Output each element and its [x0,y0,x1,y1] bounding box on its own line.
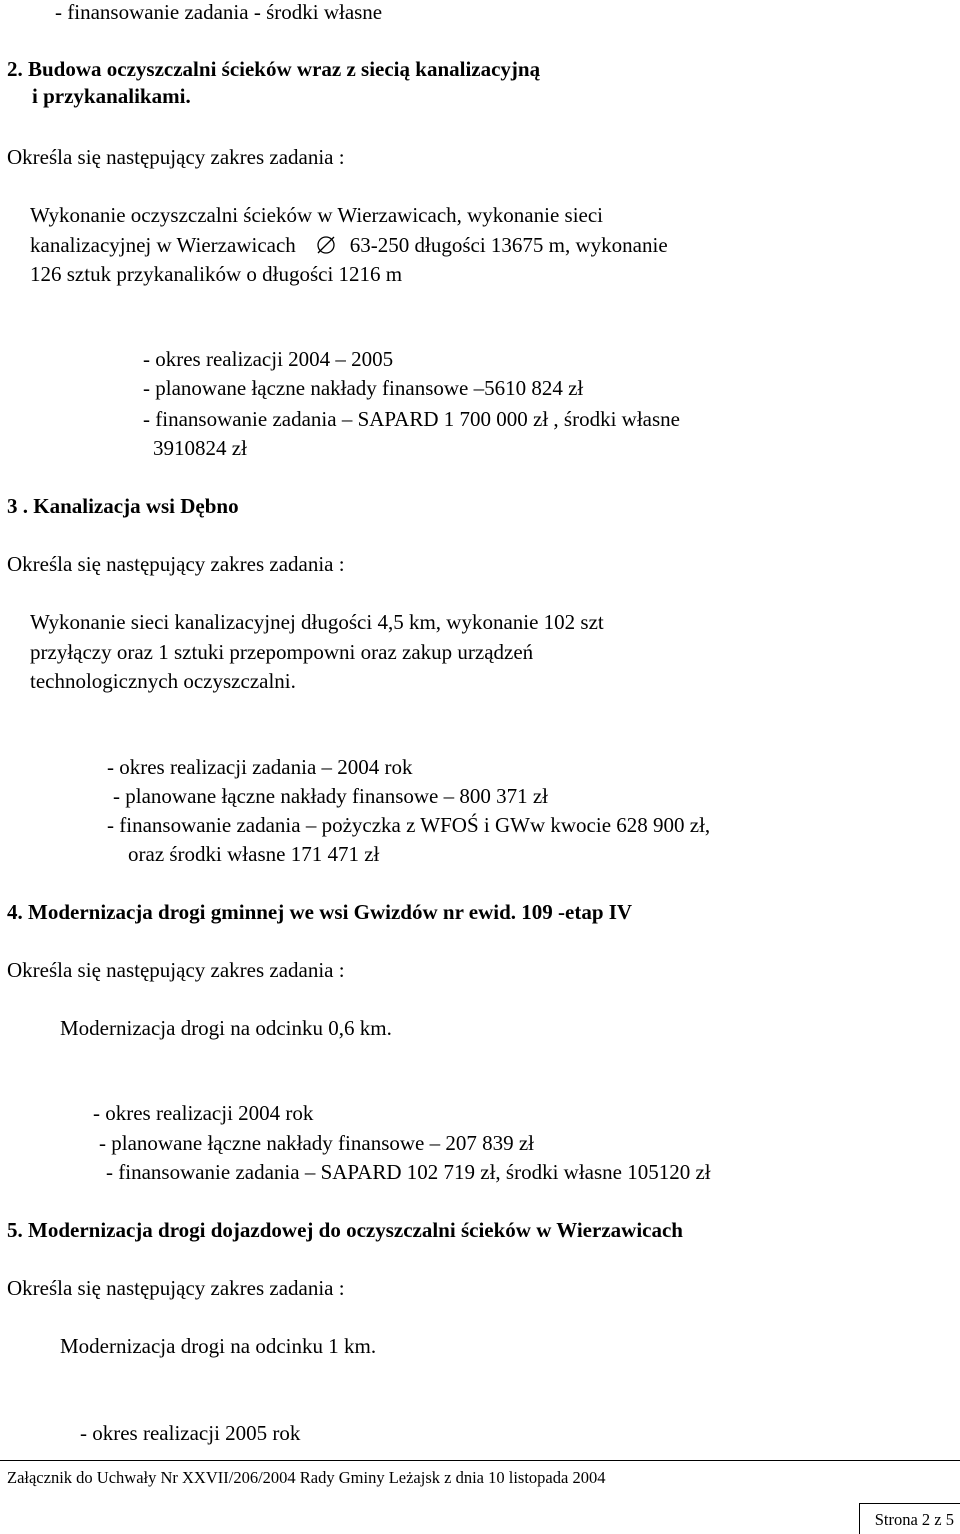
financing-line-cont: oraz środki własne 171 471 zł [128,842,380,866]
planned-costs: - planowane łączne nakłady finansowe –5610 824 zł [143,376,584,400]
scope-text-line: Modernizacja drogi na odcinku 0,6 km. [60,1016,392,1040]
scope-label: Określa się następujący zakres zadania : [7,552,345,576]
scope-text-line [30,233,668,257]
financing-line: - finansowanie zadania – pożyczka z WFOŚ i GWw kwocie 628 900 zł, [107,813,711,837]
financing-line-cont: 3910824 zł [153,436,247,460]
section-2-heading: 2. Budowa oczyszczalni ścieków wraz z siecią kanalizacyjną [7,57,541,81]
scope-text-part: kanalizacyjnej w Wierzawicach [30,233,296,257]
funding-own-line: - finansowanie zadania - środki własne [55,0,383,24]
scope-label: Określa się następujący zakres zadania : [7,958,345,982]
section-4-heading: 4. Modernizacja drogi gminnej we wsi Gwizdów nr ewid. 109 -etap IV [7,900,633,924]
scope-text-line: technologicznych oczyszczalni. [30,669,296,693]
planned-costs: - planowane łączne nakłady finansowe – 207 839 zł [99,1131,535,1155]
planned-costs: - planowane łączne nakłady finansowe – 800 371 zł [113,784,549,808]
scope-text-line: Wykonanie sieci kanalizacyjnej długości 4,5 km, wykonanie 102 szt [30,610,604,634]
financing-line: - finansowanie zadania – SAPARD 102 719 zł, środki własne 105120 zł [106,1160,711,1184]
diameter-symbol-icon [316,235,336,255]
realization-period: - okres realizacji 2004 rok [93,1101,314,1125]
section-3-heading: 3 . Kanalizacja wsi Dębno [7,494,239,518]
realization-period: - okres realizacji 2005 rok [80,1421,301,1445]
realization-period: - okres realizacji zadania – 2004 rok [107,755,413,779]
page-number: Strona 2 z 5 [874,1510,954,1529]
scope-text-part: 63-250 długości 13675 m, wykonanie [349,233,668,257]
scope-text-line: Wykonanie oczyszczalni ścieków w Wierzawicach, wykonanie sieci [30,203,604,227]
scope-text-line: przyłączy oraz 1 sztuki przepompowni oraz zakup urządzeń [30,640,534,664]
financing-line: - finansowanie zadania – SAPARD 1 700 000 zł , środki własne [143,407,680,431]
footer-divider [0,1460,960,1461]
realization-period: - okres realizacji 2004 – 2005 [143,347,394,371]
scope-label: Określa się następujący zakres zadania : [7,1276,345,1300]
scope-text-line: Modernizacja drogi na odcinku 1 km. [60,1334,377,1358]
section-2-heading-cont: i przykanalikami. [32,84,191,108]
page-number-box [859,1503,960,1534]
scope-text-line: 126 sztuk przykanalików o długości 1216 m [30,262,403,286]
section-5-heading: 5. Modernizacja drogi dojazdowej do oczyszczalni ścieków w Wierzawicach [7,1218,683,1242]
scope-label: Określa się następujący zakres zadania : [7,145,345,169]
footer-text: Załącznik do Uchwały Nr XXVII/206/2004 Rady Gminy Leżajsk z dnia 10 listopada 2004 [7,1468,606,1487]
